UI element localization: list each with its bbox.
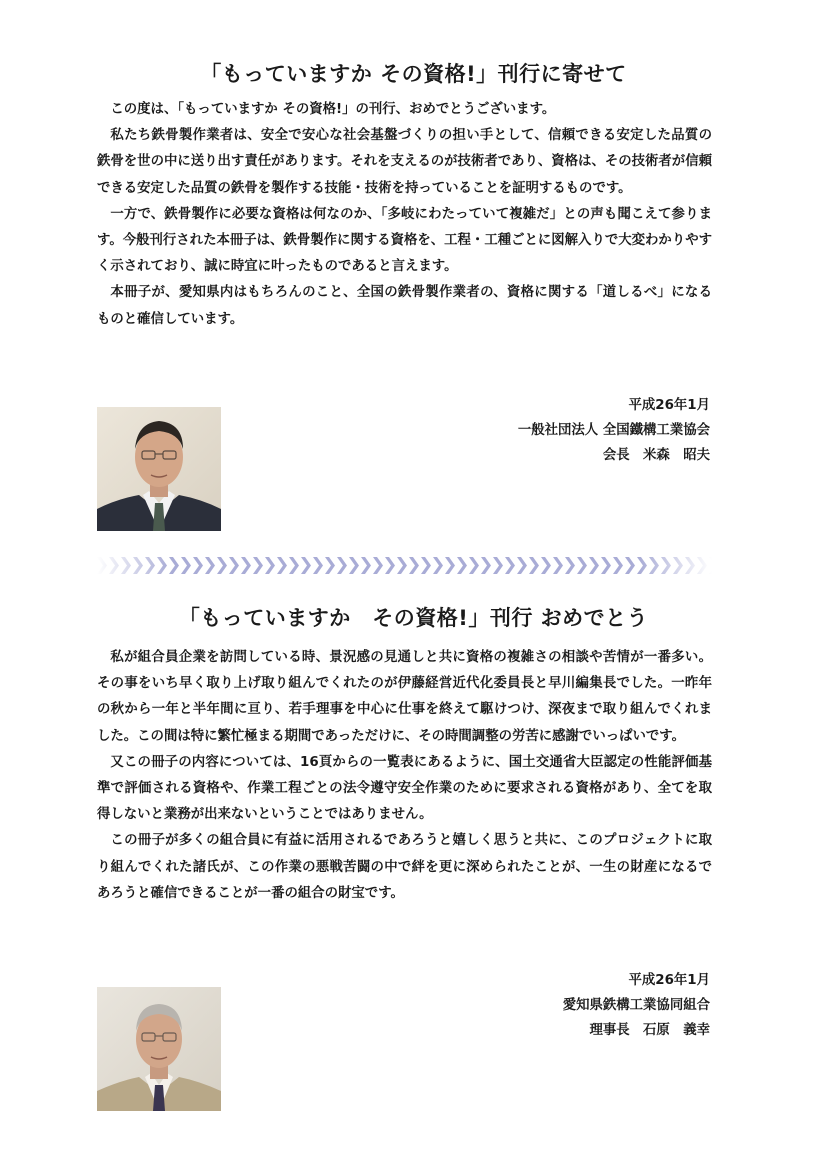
signature-block-section2 (563, 968, 710, 1043)
portrait-image (97, 407, 221, 531)
paragraph: 又この冊子の内容については、16頁からの一覧表にあるように、国土交通省大臣認定の性能評価基準で評価される資格や、作業工程ごとの法令遵守安全作業のために要求される資格があり、全てを取得しないと業務が出来ないということではありません。 (97, 754, 712, 823)
page-title-section1: 「もっていますか その資格!」刊行に寄せて (200, 62, 627, 86)
signature-name: 会長 米森 昭夫 (602, 448, 710, 463)
paragraph: 本冊子が、愛知県内はもちろんのこと、全国の鉄骨製作業者の、資格に関する「道しるべ」になるものと確信しています。 (97, 285, 712, 327)
paragraph: 私が組合員企業を訪問している時、景況感の見通しと共に資格の複雑さの相談や苦情が一番多い。その事をいち早く取り上げ取り組んでくれたのが伊藤経営近代化委員長と早川編集長でした。一昨年の秋から一年と半年間に亘り、若手理事を中心に仕事を終えて駆けつけ、深夜まで取り組んでくれました。この間は特に繁忙極まる期間であっただけに、その時間調整の労苦に感謝でいっぱいです。 (97, 650, 712, 744)
body-text-section1 (97, 97, 712, 333)
signature-date: 平成26年1月 (628, 398, 710, 413)
signature-date: 平成26年1月 (628, 973, 710, 988)
paragraph: 一方で、鉄骨製作に必要な資格は何なのか、「多岐にわたっていて複雑だ」との声も聞こえて参ります。今般刊行された本冊子は、鉄骨製作に関する資格を、工程・工種ごとに図解入りで大変わかりやすく示されており、誠に時宜に叶ったものであると言えます。 (97, 206, 712, 275)
paragraph: この度は、「もっていますか その資格!」の刊行、おめでとうございます。 (110, 102, 556, 117)
portrait-image (97, 987, 221, 1111)
section-divider (97, 557, 712, 574)
signature-name: 理事長 石原 義幸 (589, 1023, 710, 1038)
page-title-section2: 「もっていますか その資格!」刊行 おめでとう (178, 606, 649, 630)
signature-block-section1 (518, 393, 710, 468)
paragraph: 私たち鉄骨製作業者は、安全で安心な社会基盤づくりの担い手として、信頼できる安定した品質の鉄骨を世の中に送り出す責任があります。それを支えるのが技術者であり、資格は、その技術者が信頼できる安定した品質の鉄骨を製作する技能・技術を持っていることを証明するものです。 (97, 128, 712, 196)
portrait-photo-1 (97, 407, 221, 531)
signature-organization: 愛知県鉄構工業協同組合 (562, 998, 710, 1013)
body-text-section2 (97, 645, 712, 907)
signature-organization: 一般社団法人 全国鐵構工業協会 (517, 423, 710, 438)
portrait-photo-2 (97, 987, 221, 1111)
paragraph: この冊子が多くの組合員に有益に活用されるであろうと嬉しく思うと共に、このプロジェクトに取り組んでくれた諸氏が、この作業の悪戦苦闘の中で絆を更に深められたことが、一生の財産になるであろうと確信できることが一番の組合の財宝です。 (97, 833, 712, 901)
